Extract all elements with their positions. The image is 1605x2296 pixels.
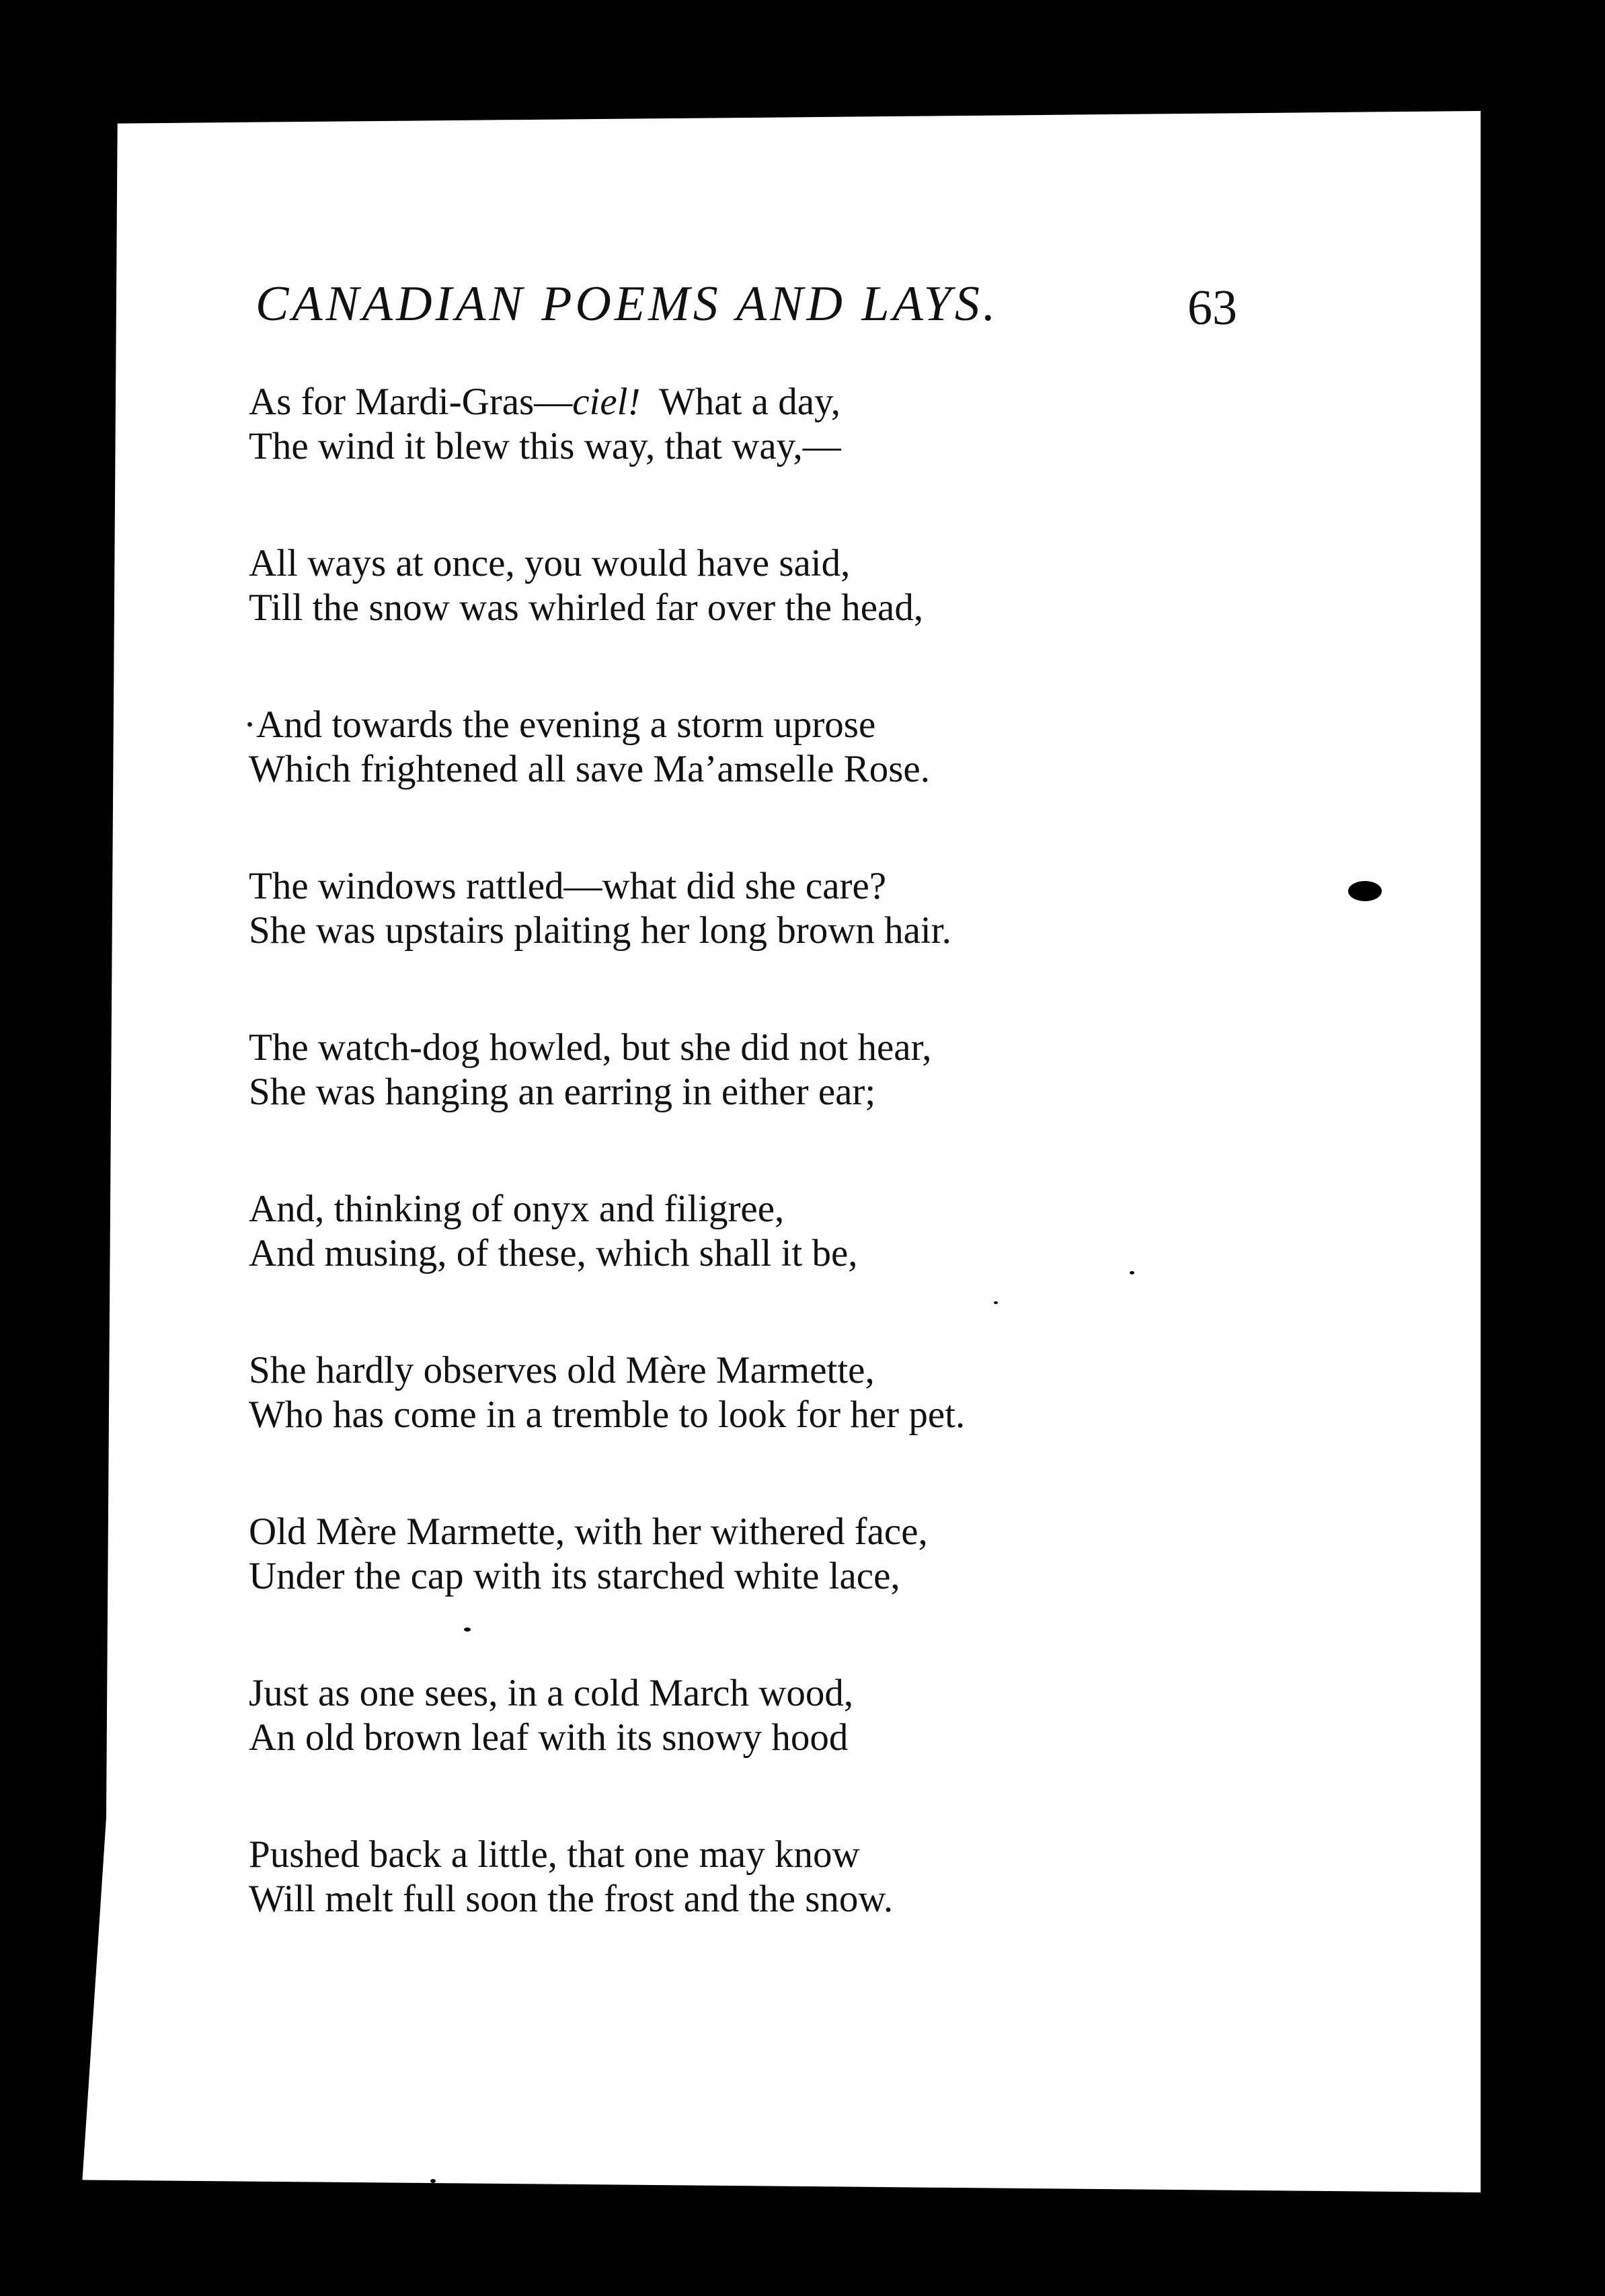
poem-line: She was hanging an earring in either ear; — [249, 1071, 876, 1113]
poem-line: Which frightened all save Ma’amselle Rose. — [249, 748, 930, 790]
page-number: 63 — [1187, 280, 1237, 336]
poem-line: Old Mère Marmette, with her withered face, — [249, 1510, 928, 1553]
italic-exclamation: ciel! — [572, 381, 641, 423]
poem-line: And, thinking of onyx and filigree, — [249, 1188, 785, 1230]
running-title: CANADIAN POEMS AND LAYS. — [256, 276, 999, 332]
stanza — [249, 1510, 1190, 1599]
stanza — [249, 1026, 1190, 1114]
poem-line: And musing, of these, which shall it be, — [249, 1232, 858, 1274]
stanza — [249, 541, 1190, 630]
poem-line: She hardly observes old Mère Marmette, — [249, 1349, 875, 1391]
poem-line: The windows rattled—what did she care? — [249, 865, 887, 907]
stanza — [249, 1671, 1190, 1760]
stanza — [249, 1187, 1190, 1276]
poem-line: ·And towards the evening a storm uprose — [243, 703, 876, 746]
stanza — [249, 1348, 1190, 1437]
poem-line: An old brown leaf with its snowy hood — [249, 1716, 849, 1759]
line-text: As for Mardi-Gras— — [249, 381, 573, 423]
stanza — [249, 380, 1190, 469]
page-header — [256, 276, 1237, 350]
stanza — [249, 1833, 1190, 1921]
line-text: What a day, — [640, 381, 841, 423]
ink-speck — [464, 1628, 471, 1632]
poem-line: Till the snow was whirled far over the head, — [249, 586, 924, 629]
stanza — [249, 864, 1190, 953]
poem-line: All ways at once, you would have said, — [249, 542, 851, 584]
poem — [243, 380, 1190, 1994]
ink-blot — [1348, 881, 1382, 901]
poem-line: Pushed back a little, that one may know — [249, 1833, 860, 1876]
stanza — [243, 703, 1190, 792]
ink-speck — [430, 2179, 436, 2183]
poem-line: Under the cap with its starched white lace, — [249, 1555, 900, 1597]
poem-line: The wind it blew this way, that way,— — [249, 425, 841, 467]
poem-line: Will melt full soon the frost and the snow. — [249, 1878, 894, 1920]
ink-speck — [1130, 1271, 1134, 1274]
poem-line — [249, 380, 1190, 424]
ink-speck — [994, 1301, 998, 1304]
poem-line: She was upstairs plaiting her long brown hair. — [249, 909, 951, 952]
poem-line: Who has come in a tremble to look for her pet. — [249, 1393, 966, 1436]
poem-line: The watch-dog howled, but she did not hear, — [249, 1026, 932, 1069]
poem-line: Just as one sees, in a cold March wood, — [249, 1672, 854, 1714]
